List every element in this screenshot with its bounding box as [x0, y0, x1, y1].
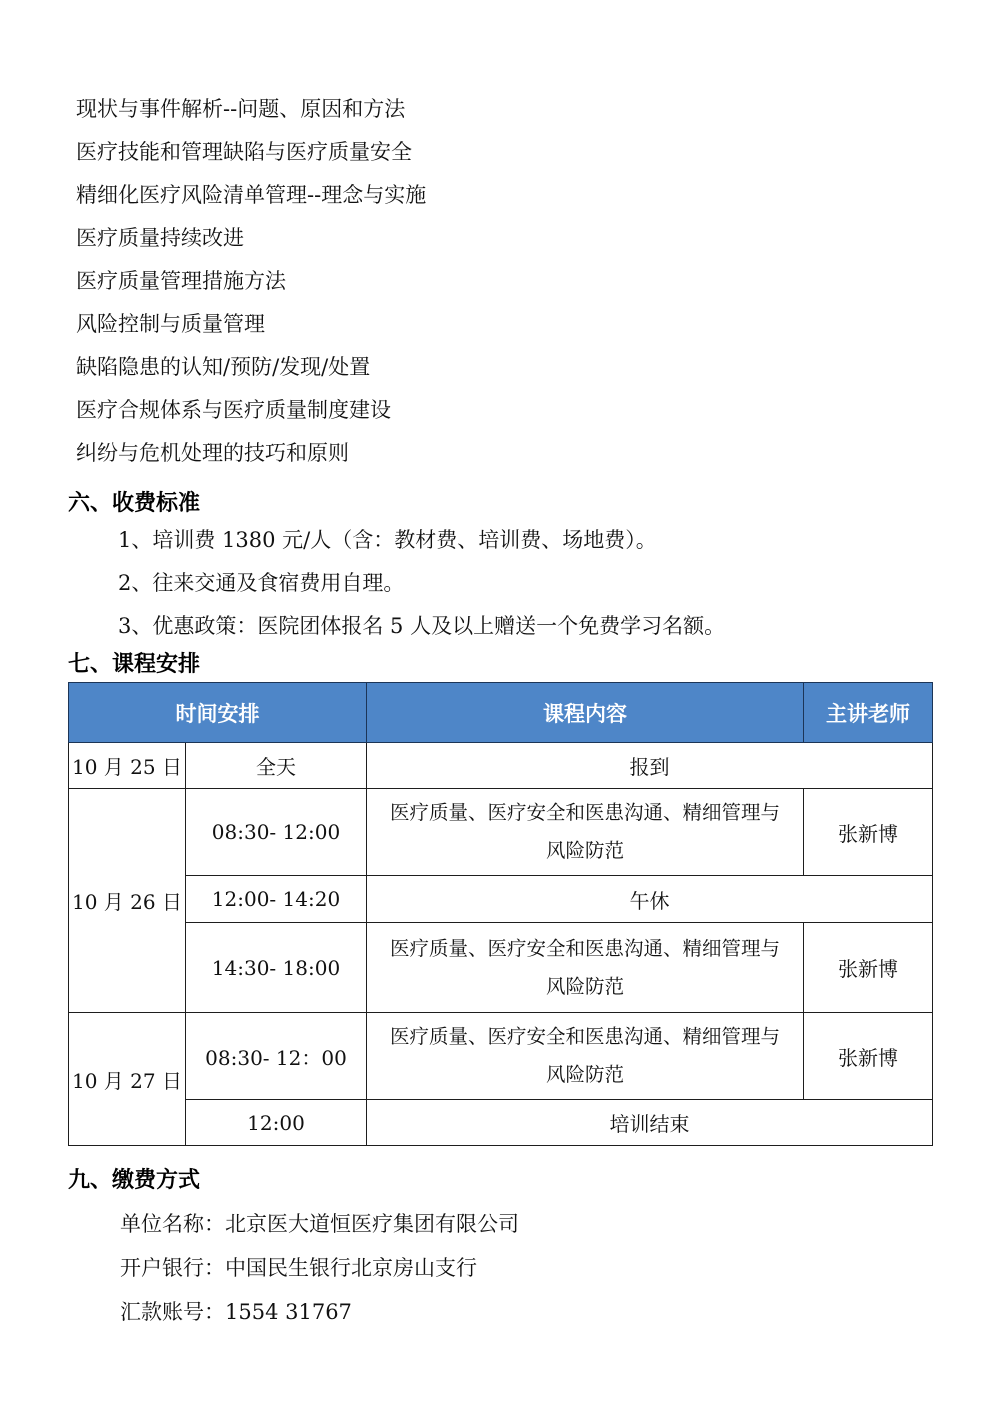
schedule-content-cell: 报到 [367, 743, 933, 789]
schedule-content-cell: 午休 [367, 876, 933, 923]
schedule-date-cell: 10 月 26 日 [69, 789, 186, 1013]
schedule-time-cell: 08:30- 12：00 [186, 1013, 367, 1100]
topic-line: 医疗质量管理措施方法 [76, 269, 286, 293]
payment-heading: 九、缴费方式 [68, 1168, 201, 1193]
schedule-table [68, 682, 933, 1146]
schedule-header-row [69, 683, 933, 743]
topic-line: 风险控制与质量管理 [76, 312, 265, 336]
topic-line: 缺陷隐患的认知/预防/发现/处置 [76, 355, 371, 379]
schedule-date-cell: 10 月 25 日 [69, 743, 186, 789]
topic-line: 纠纷与危机处理的技巧和原则 [76, 441, 349, 465]
topic-line: 医疗质量持续改进 [76, 226, 244, 250]
schedule-content-cell: 医疗质量、医疗安全和医患沟通、精细管理与 风险防范 [367, 1013, 804, 1100]
topic-line: 医疗合规体系与医疗质量制度建设 [76, 398, 391, 422]
schedule-row [69, 1013, 933, 1100]
fee-item: 3、优惠政策：医院团体报名 5 人及以上赠送一个免费学习名额。 [118, 614, 726, 638]
topic-line: 医疗技能和管理缺陷与医疗质量安全 [76, 140, 412, 164]
column-header-teacher: 主讲老师 [804, 683, 933, 743]
column-header-time: 时间安排 [69, 683, 367, 743]
schedule-time-cell: 14:30- 18:00 [186, 923, 367, 1013]
fee-item: 2、往来交通及食宿费用自理。 [118, 571, 405, 595]
schedule-content-cell: 医疗质量、医疗安全和医患沟通、精细管理与 风险防范 [367, 923, 804, 1013]
column-header-content: 课程内容 [367, 683, 804, 743]
schedule-time-cell: 12:00- 14:20 [186, 876, 367, 923]
schedule-content-cell: 培训结束 [367, 1100, 933, 1146]
schedule-content-cell: 医疗质量、医疗安全和医患沟通、精细管理与 风险防范 [367, 789, 804, 876]
topic-line: 精细化医疗风险清单管理--理念与实施 [76, 183, 427, 207]
schedule-row [69, 743, 933, 789]
schedule-time-cell: 08:30- 12:00 [186, 789, 367, 876]
fees-list [0, 519, 1000, 648]
schedule-heading: 七、课程安排 [68, 652, 201, 677]
schedule-time-cell: 12:00 [186, 1100, 367, 1146]
schedule-row [69, 876, 933, 923]
fees-heading: 六、收费标准 [68, 491, 201, 516]
payment-line: 开户银行：中国民生银行北京房山支行 [120, 1256, 477, 1280]
schedule-row [69, 923, 933, 1013]
topic-line: 现状与事件解析--问题、原因和方法 [76, 97, 406, 121]
schedule-row [69, 789, 933, 876]
payment-line: 汇款账号：1554 31767 [120, 1300, 352, 1324]
payment-details [0, 1196, 1000, 1334]
schedule-date-cell: 10 月 27 日 [69, 1013, 186, 1146]
schedule-teacher-cell: 张新博 [804, 1013, 933, 1100]
schedule-teacher-cell: 张新博 [804, 923, 933, 1013]
schedule-time-cell: 全天 [186, 743, 367, 789]
schedule-teacher-cell: 张新博 [804, 789, 933, 876]
payment-line: 单位名称：北京医大道恒医疗集团有限公司 [120, 1212, 519, 1236]
topic-list [0, 0, 1000, 475]
schedule-row [69, 1100, 933, 1146]
fee-item: 1、培训费 1380 元/人（含：教材费、培训费、场地费）。 [118, 528, 657, 552]
